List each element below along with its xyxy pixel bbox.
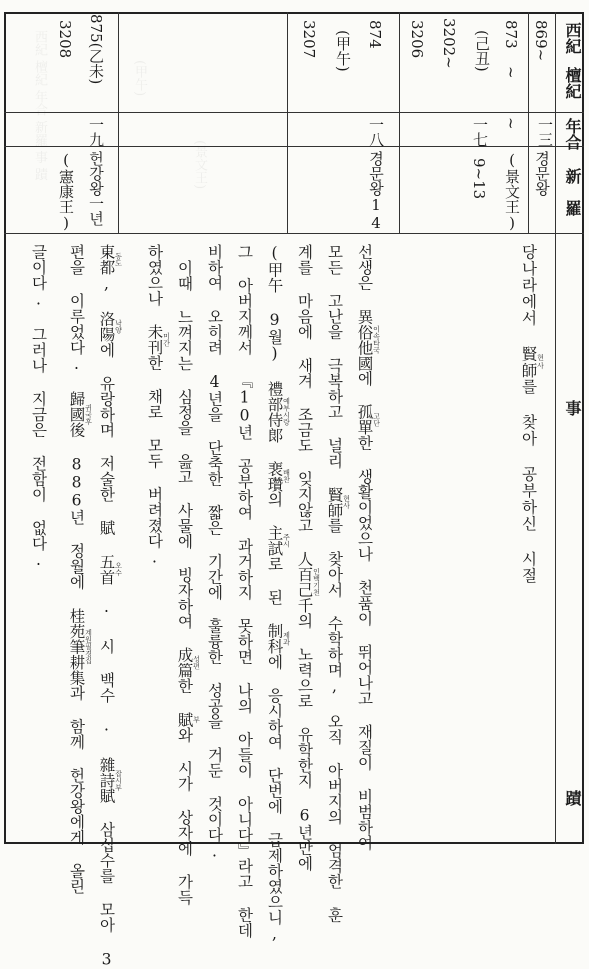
rule-year-bottom: [4, 112, 584, 113]
king-hanja-d: (憲康王): [57, 151, 75, 232]
rule-col-3: [399, 12, 400, 233]
header-events: 事: [563, 400, 582, 416]
reign-num-a: 一三: [536, 117, 554, 147]
dangun-year-a: 3202~: [440, 18, 458, 69]
header-dangun: 檀紀: [563, 67, 582, 99]
body-line-3: 계를 마음에 새겨 조금도 잊지않고 人百己千 인백기천의 노력으로 유학한지 6년만에: [295, 244, 321, 871]
king-name-a: 경문왕: [533, 151, 551, 196]
ganji-tilde: ~: [502, 66, 520, 79]
reign-tilde: ~: [502, 117, 520, 130]
header-traces: 蹟: [563, 790, 582, 806]
bleed-through-text: 西紀 檀紀 年合 新羅 事 蹟 (景文王) (甲午): [32, 30, 207, 190]
body-line-5: 그 아버지께서 『10년 공부하여 과거하지 못하면 나의 아들이 아니다』라고 한데: [235, 244, 254, 938]
dangun-year-c: 3207: [300, 20, 318, 59]
body-line-11: 글이다. 그러나 지금은 전함이 없다.: [29, 244, 48, 569]
king-hanja-a: (景文王): [503, 151, 521, 232]
rule-king-bottom: [4, 233, 584, 234]
header-dynasty: 新 羅: [563, 168, 582, 216]
ganji-c: (甲午): [334, 30, 352, 72]
rule-col-1: [118, 12, 119, 233]
header-western: 西紀: [563, 22, 582, 54]
dangun-year-b: 3206: [408, 20, 426, 59]
western-year-b: 873: [502, 20, 520, 49]
body-line-7: 이때 느껴지는 심정을 읊고 사물에 빙자하여 成篇 성편한 賦 부와 시가 상자에 가득: [175, 260, 201, 905]
body-line-9: 東都 동도, 洛陽 낙양에 유랑하며 저술한 賦 五首 오수 · 시 백수 · 雜詩賦 잡시부 삼십수를 모아 3: [97, 244, 123, 969]
body-line-2: 모든 고난을 극복하고 널리 賢師 현사를 찾아서 수학하며, 오직 아버지의 엄격한 훈: [325, 244, 351, 923]
body-line-4: (甲午 9월) 禮部侍郞 예부시랑 裵瓚 배찬의 主試 주시로 된 制科 제과에 응시하여 단번에 급제하였으니,: [265, 244, 291, 943]
dangun-year-d: 3208: [56, 20, 74, 59]
western-year-c: 874: [366, 20, 384, 49]
body-line-10: 편을 이루었다. 歸國後 귀국후 886년 정월에 桂苑筆耕集 계원필경집과 함께 헌강왕에게 올린: [67, 244, 93, 894]
body-line-8: 하였으나 未刊 미간한 채로 모두 버려졌다.: [145, 244, 171, 567]
body-heading: 당나라에서 賢師 현사를 찾아 공부하신 시절: [519, 244, 545, 584]
rule-col-2: [287, 12, 288, 233]
western-year-d: 875(乙未): [87, 14, 105, 85]
header-reign: 年合: [563, 118, 582, 150]
reign-num-d: 一九: [87, 117, 105, 147]
king-name-c: 경문왕14: [367, 151, 385, 232]
ganji-a: (己丑): [473, 30, 491, 72]
reign-num-b: 一七: [471, 117, 489, 147]
western-year-a: 869~: [532, 20, 550, 62]
body-line-1: 선생은 異俗他國 이속타국에 孤單 고단한 생활이었으나 천품이 뛰어나고 재질이 비범하여: [355, 244, 381, 851]
rule-col-4: [528, 12, 529, 233]
reign-range-a: 9~13: [470, 158, 488, 200]
body-line-6: 비하여 오히려 4년을 단축한 짧은 기간에 훌륭한 성공을 거둔 것이다.: [205, 244, 224, 861]
king-name-d: 헌강왕一년: [87, 151, 105, 226]
reign-num-c: 一八: [367, 117, 385, 147]
